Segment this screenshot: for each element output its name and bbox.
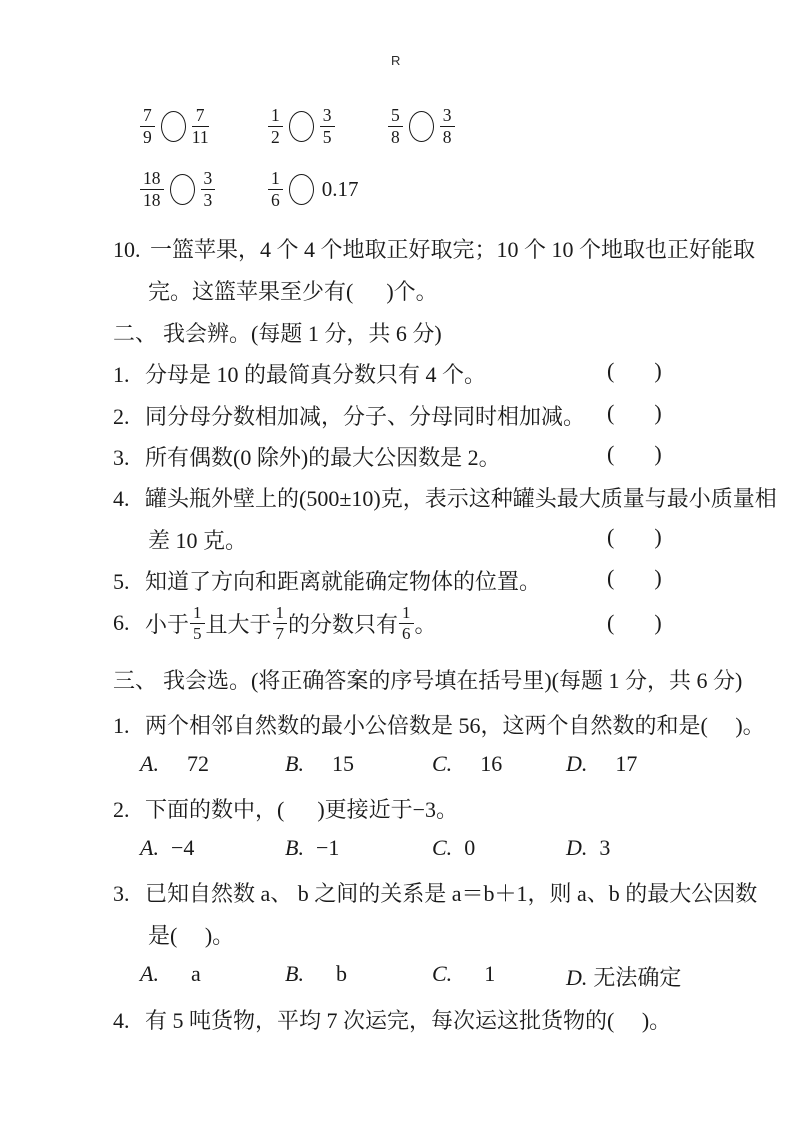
question-number: 2.	[113, 404, 130, 429]
option-c	[432, 961, 495, 987]
answer-blank-parentheses: ( )	[607, 524, 663, 549]
compare-item-5	[268, 169, 359, 210]
question-text: 是( )。	[148, 923, 235, 948]
fraction-numerator: 1	[268, 169, 283, 190]
option-b	[285, 835, 339, 861]
fraction-numerator: 1	[399, 604, 414, 624]
compare-item-3	[388, 106, 455, 147]
option-value: 无法确定	[593, 965, 682, 990]
question-text: 下面的数中，( )更接近于−3。	[145, 797, 459, 822]
choice-question-2	[113, 793, 458, 824]
option-d	[566, 751, 637, 777]
option-d	[566, 961, 681, 992]
option-label: B.	[285, 751, 304, 776]
fraction	[140, 169, 164, 210]
fraction	[192, 106, 209, 147]
question-number: 1.	[113, 713, 130, 738]
fraction-denominator: 6	[402, 623, 411, 643]
fraction-numerator: 1	[273, 604, 288, 624]
comparison-circle	[289, 111, 314, 142]
choice-question-3-line-2	[148, 919, 234, 950]
section-number: 二、	[113, 321, 158, 346]
fraction	[440, 106, 455, 147]
question-text: 的分数只有	[288, 611, 399, 637]
fraction	[201, 169, 216, 210]
option-label: D.	[566, 751, 588, 776]
question-number: 3.	[113, 445, 130, 470]
fraction-denominator: 8	[442, 126, 452, 147]
question-number: 3.	[113, 881, 130, 906]
fraction	[320, 106, 335, 147]
answer-blank-parentheses: ( )	[607, 400, 663, 425]
question-number: 5.	[113, 569, 130, 594]
option-label: C.	[432, 961, 453, 986]
option-label: A.	[140, 835, 159, 860]
question-text: 知道了方向和距离就能确定物体的位置。	[145, 569, 542, 594]
fraction-numerator: 7	[140, 106, 155, 127]
option-value: 16	[480, 751, 503, 776]
question-text: 且大于	[205, 611, 272, 637]
comparison-circle	[161, 111, 186, 142]
compare-item-4	[140, 169, 215, 210]
answer-blank-parentheses: ( )	[607, 441, 663, 466]
comparison-circle	[289, 174, 314, 205]
comparison-circle	[170, 174, 195, 205]
fraction-denominator: 6	[271, 189, 280, 210]
option-value: b	[335, 961, 347, 986]
compare-item-2	[268, 106, 335, 147]
judge-item-6	[113, 597, 663, 649]
judge-item-3	[113, 441, 663, 472]
fraction-numerator: 7	[192, 106, 209, 127]
section-number: 三、	[113, 668, 158, 693]
fraction	[190, 604, 205, 643]
option-value: 3	[599, 835, 611, 860]
fraction-numerator: 3	[440, 106, 455, 127]
option-label: A.	[140, 961, 159, 986]
question-text: 两个相邻自然数的最小公倍数是 56，这两个自然数的和是( )。	[145, 713, 765, 738]
fraction	[268, 106, 283, 147]
option-value: 17	[615, 751, 638, 776]
option-value: −1	[315, 835, 340, 860]
question-number: 4.	[113, 486, 130, 511]
question-text: 已知自然数 a、 b 之间的关系是 a＝b＋1，则 a、b 的最大公因数	[145, 881, 758, 906]
choice-question-1	[113, 709, 765, 740]
question-text: 所有偶数(0 除外)的最大公因数是 2。	[145, 445, 501, 470]
option-label: B.	[285, 835, 304, 860]
section-2-header	[113, 317, 442, 348]
fraction-denominator: 5	[193, 623, 202, 643]
option-c	[432, 835, 475, 861]
fraction	[273, 604, 288, 643]
fraction-denominator: 5	[322, 126, 332, 147]
fraction-numerator: 1	[268, 106, 283, 127]
option-b	[285, 751, 354, 777]
judge-item-2	[113, 400, 663, 431]
question-number: 6.	[113, 610, 130, 635]
page-watermark: R	[391, 53, 401, 68]
question-text: 一篮苹果，4 个 4 个地取正好取完；10 个 10 个地取也正好能取	[150, 237, 756, 262]
judge-item-1	[113, 358, 663, 389]
question-text: 分母是 10 的最简真分数只有 4 个。	[145, 362, 487, 387]
section-3-header	[113, 664, 742, 695]
option-label: C.	[432, 835, 453, 860]
question-text: 小于	[145, 611, 190, 637]
question-text: 差 10 克。	[148, 528, 248, 553]
option-label: D.	[566, 835, 588, 860]
option-value: a	[190, 961, 201, 986]
fraction	[388, 106, 403, 147]
fraction-denominator: 3	[203, 189, 213, 210]
fraction-denominator: 9	[143, 126, 152, 147]
answer-blank-parentheses: ( )	[607, 358, 663, 383]
option-label: D.	[566, 965, 588, 990]
fraction-denominator: 11	[191, 126, 209, 147]
fraction-numerator: 3	[201, 169, 216, 190]
judge-item-5	[113, 565, 663, 596]
section-title: 我会选。(将正确答案的序号填在括号里)(每题 1 分，共 6 分)	[163, 668, 743, 693]
option-value: 15	[331, 751, 354, 776]
decimal-value: 0.17	[321, 176, 359, 201]
option-label: A.	[140, 751, 159, 776]
fraction-numerator: 18	[140, 169, 164, 190]
question-text: 。	[414, 611, 437, 637]
judge-item-4-line-1	[113, 482, 777, 513]
question-number: 1.	[113, 362, 130, 387]
option-value: 72	[186, 751, 209, 776]
compare-item-1	[140, 106, 209, 147]
question-10-line-1	[113, 233, 755, 264]
question-text: 完。这篮苹果至少有( )个。	[148, 279, 438, 304]
question-text: 同分母分数相加减，分子、分母同时相加减。	[145, 404, 586, 429]
fraction-denominator: 8	[391, 126, 400, 147]
fraction-numerator: 3	[320, 106, 335, 127]
option-label: B.	[285, 961, 304, 986]
fraction-numerator: 1	[190, 604, 205, 624]
option-a	[140, 751, 209, 777]
choice-question-4	[113, 1004, 671, 1035]
question-10-line-2	[148, 275, 438, 306]
question-number: 4.	[113, 1008, 130, 1033]
question-number: 2.	[113, 797, 130, 822]
option-a	[140, 961, 201, 987]
section-title: 我会辨。(每题 1 分，共 6 分)	[163, 321, 442, 346]
option-label: C.	[432, 751, 453, 776]
fraction-denominator: 2	[271, 126, 280, 147]
judge-item-4-line-2	[148, 524, 663, 555]
option-d	[566, 835, 610, 861]
answer-blank-parentheses: ( )	[607, 610, 663, 635]
comparison-circle	[409, 111, 434, 142]
option-b	[285, 961, 347, 987]
choice-question-3-line-1	[113, 877, 757, 908]
answer-blank-parentheses: ( )	[607, 565, 663, 590]
fraction-denominator: 18	[143, 189, 161, 210]
option-a	[140, 835, 194, 861]
option-c	[432, 751, 502, 777]
fraction-denominator: 7	[275, 623, 285, 643]
option-value: −4	[170, 835, 195, 860]
question-text: 罐头瓶外壁上的(500±10)克，表示这种罐头最大质量与最小质量相	[145, 486, 777, 511]
fraction	[268, 169, 283, 210]
option-value: 0	[464, 835, 476, 860]
fraction-numerator: 5	[388, 106, 403, 127]
question-text: 有 5 吨货物，平均 7 次运完，每次运这批货物的( )。	[145, 1008, 672, 1033]
fraction	[140, 106, 155, 147]
fraction	[399, 604, 414, 643]
question-number: 10.	[113, 237, 141, 262]
option-value: 1	[484, 961, 496, 986]
